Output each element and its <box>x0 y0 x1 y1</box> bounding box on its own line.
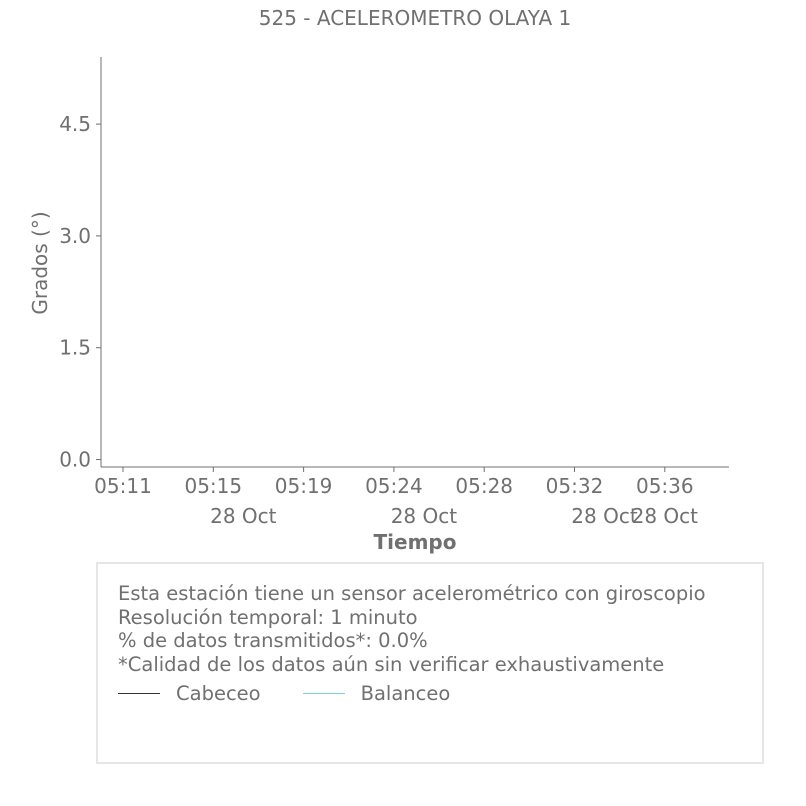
x-tick-time-label: 05:28 <box>455 474 514 498</box>
x-tick-date-label: 28 Oct <box>631 504 698 528</box>
info-line-quality-note: *Calidad de los datos aún sin verificar exhaustivamente <box>118 652 665 676</box>
legend-item-balanceo <box>303 682 451 705</box>
y-axis-ticks <box>59 112 101 471</box>
info-line-transmitted: % de datos transmitidos*: 0.0% <box>118 629 428 652</box>
y-tick-label: 1.5 <box>59 335 91 360</box>
legend-label-cabeceo: Cabeceo <box>176 682 261 705</box>
x-tick-time-label: 05:11 <box>94 474 152 498</box>
legend-swatch-cabeceo <box>118 693 160 694</box>
info-line-sensor: Esta estación tiene un sensor acelerométrico con giroscopio <box>118 582 706 605</box>
x-axis-ticks <box>94 467 698 528</box>
x-axis-label: Tiempo <box>373 530 457 554</box>
legend-swatch-balanceo <box>303 693 345 694</box>
x-tick-date-label: 28 Oct <box>571 504 638 528</box>
x-tick-time-label: 05:24 <box>365 474 423 498</box>
x-tick-date-label: 28 Oct <box>390 504 458 528</box>
info-legend-box <box>96 562 764 764</box>
legend-label-balanceo: Balanceo <box>360 682 451 705</box>
chart-legend <box>118 682 492 705</box>
y-tick-label: 3.0 <box>59 223 91 248</box>
y-tick-label: 4.5 <box>59 112 91 137</box>
x-tick-time-label: 05:19 <box>274 474 333 498</box>
x-tick-date-label: 28 Oct <box>210 504 277 528</box>
chart-axes <box>101 57 729 467</box>
x-tick-time-label: 05:15 <box>184 474 243 498</box>
station-info <box>118 582 706 676</box>
info-line-resolution: Resolución temporal: 1 minuto <box>118 605 418 629</box>
y-tick-label: 0.0 <box>59 447 91 472</box>
x-tick-time-label: 05:36 <box>635 474 694 498</box>
chart-title: 525 - ACELEROMETRO OLAYA 1 <box>258 6 572 30</box>
y-axis-label: Grados (°) <box>28 211 52 315</box>
x-tick-time-label: 05:32 <box>545 474 604 498</box>
legend-item-cabeceo <box>118 682 261 705</box>
